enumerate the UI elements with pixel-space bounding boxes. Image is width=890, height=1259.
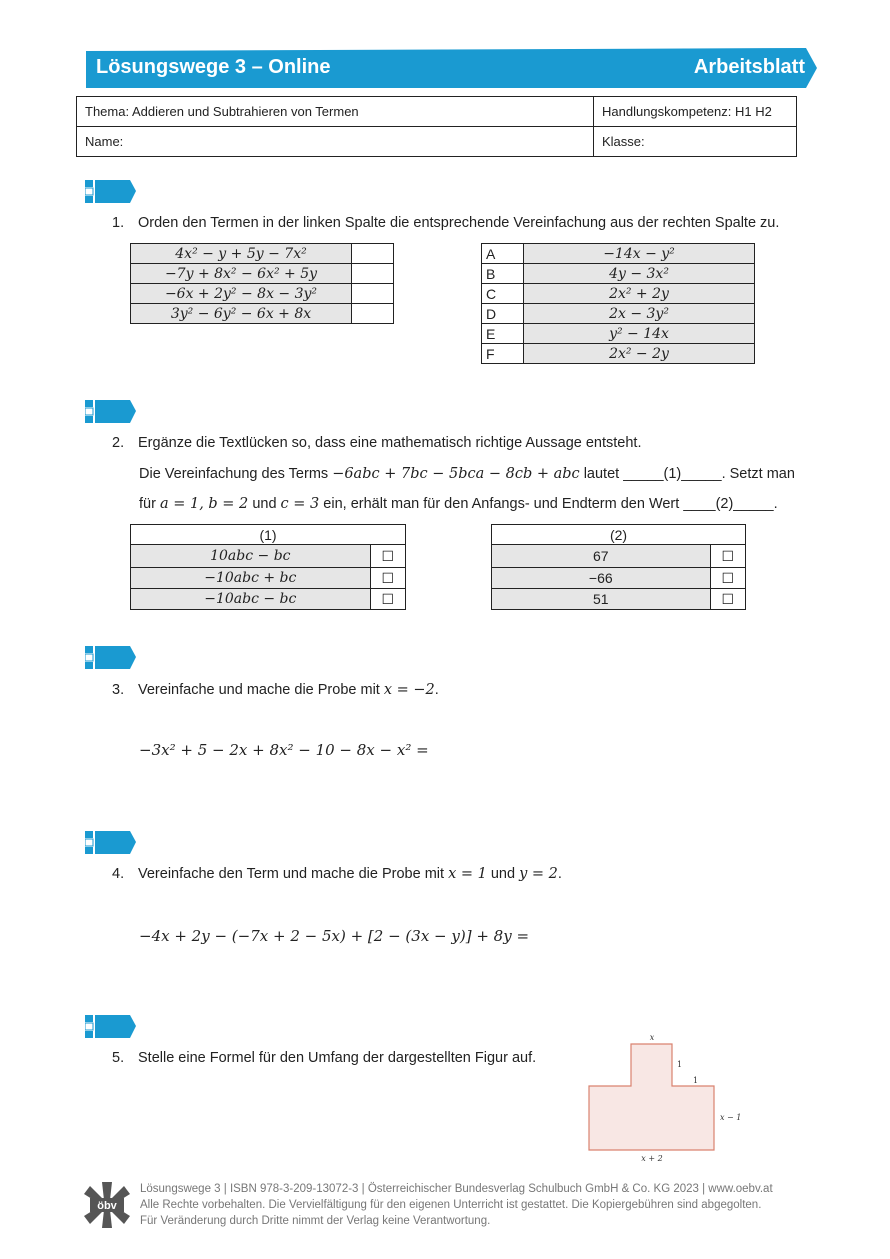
footer-line-2: Alle Rechte vorbehalten. Die Vervielfältigung für den eigenen Unterricht ist gestattet. Die Kopiergebühren sind abgegolten. bbox=[140, 1199, 762, 1211]
task-number: 3. bbox=[112, 682, 125, 698]
checkbox-icon[interactable]: ☐ bbox=[721, 591, 735, 608]
term-cell: 3y² − 6y² − 6x + 8x bbox=[131, 304, 352, 324]
task-icon bbox=[85, 180, 137, 203]
task-number: 5. bbox=[112, 1050, 125, 1066]
line2-pre: für bbox=[139, 496, 160, 512]
table-row bbox=[131, 568, 406, 589]
option-cell: 10abc − bc bbox=[131, 545, 371, 568]
task4-condition-x: x = 1 bbox=[448, 866, 487, 882]
checkbox-cell[interactable] bbox=[710, 568, 745, 589]
checkbox-cell[interactable] bbox=[370, 568, 405, 589]
task-icon bbox=[85, 646, 137, 669]
task-1-heading bbox=[112, 215, 779, 231]
task-3-heading bbox=[112, 682, 439, 698]
checkbox-cell[interactable] bbox=[370, 589, 405, 610]
table-row bbox=[492, 589, 746, 610]
letter-cell: C bbox=[482, 284, 524, 304]
task-4-heading bbox=[112, 866, 562, 882]
task-5-heading bbox=[112, 1050, 536, 1066]
term-cell: 2x² + 2y bbox=[524, 284, 755, 304]
task4-condition-y: y = 2 bbox=[519, 866, 558, 882]
task4-expression: −4x + 2y − (−7x + 2 − 5x) + [2 − (3x − y)] + 8y = bbox=[139, 927, 530, 945]
term-cell: −14x − y² bbox=[524, 244, 755, 264]
table-row bbox=[131, 525, 406, 545]
figure-shape bbox=[580, 1030, 750, 1170]
task3-end: . bbox=[434, 682, 439, 698]
task2-line2 bbox=[139, 496, 778, 512]
table-row bbox=[131, 304, 394, 324]
term-cell: 4y − 3x² bbox=[524, 264, 755, 284]
checkbox-cell[interactable] bbox=[370, 545, 405, 568]
term-cell: 2x² − 2y bbox=[524, 344, 755, 364]
table-row bbox=[482, 344, 755, 364]
task4-end: . bbox=[557, 866, 562, 882]
table-row bbox=[482, 324, 755, 344]
task-text: Ergänze die Textlücken so, dass eine mathematisch richtige Aussage entsteht. bbox=[138, 435, 642, 451]
checkbox-icon[interactable]: ☐ bbox=[381, 548, 395, 565]
option-cell: −10abc + bc bbox=[131, 568, 371, 589]
label-step-horizontal: 1 bbox=[693, 1076, 699, 1085]
term-cell: 2x − 3y² bbox=[524, 304, 755, 324]
table-row bbox=[482, 304, 755, 324]
term-cell: −7y + 8x² − 6x² + 5y bbox=[131, 264, 352, 284]
checkbox-icon[interactable]: ☐ bbox=[381, 591, 395, 608]
task-number: 1. bbox=[112, 215, 125, 231]
task-text: Stelle eine Formel für den Umfang der dargestellten Figur auf. bbox=[138, 1050, 537, 1066]
header-banner bbox=[86, 48, 817, 88]
table-row bbox=[131, 284, 394, 304]
letter-cell: D bbox=[482, 304, 524, 324]
meta-kompetenz: Handlungskompetenz: H1 H2 bbox=[594, 97, 797, 127]
header-type: Arbeitsblatt bbox=[693, 56, 805, 78]
letter-cell: F bbox=[482, 344, 524, 364]
table-row bbox=[131, 545, 406, 568]
task4-und: und bbox=[486, 866, 520, 882]
line1-term: −6abc + 7bc − 5bca − 8cb + abc bbox=[332, 466, 580, 482]
table-row bbox=[482, 284, 755, 304]
task-icon bbox=[85, 400, 137, 423]
task3-condition: x = −2 bbox=[383, 682, 435, 698]
column-head: (2) bbox=[492, 525, 746, 545]
option-cell: 51 bbox=[492, 589, 711, 610]
task-text: Vereinfache und mache die Probe mit bbox=[138, 682, 384, 698]
table-row bbox=[131, 244, 394, 264]
task1-left-table bbox=[130, 243, 394, 324]
answer-cell[interactable] bbox=[352, 244, 394, 264]
term-cell: 4x² − y + 5y − 7x² bbox=[131, 244, 352, 264]
task3-expression: −3x² + 5 − 2x + 8x² − 10 − 8x − x² = bbox=[139, 741, 429, 759]
checkbox-icon[interactable]: ☐ bbox=[381, 570, 395, 587]
option-cell: −10abc − bc bbox=[131, 589, 371, 610]
letter-cell: E bbox=[482, 324, 524, 344]
meta-name[interactable]: Name: bbox=[77, 127, 594, 157]
line2-und: und bbox=[248, 496, 281, 512]
table-row bbox=[482, 264, 755, 284]
line1-post: lautet _____(1)_____. Setzt man bbox=[579, 466, 795, 482]
line1-pre: Die Vereinfachung des Terms bbox=[139, 466, 333, 482]
meta-thema: Thema: Addieren und Subtrahieren von Termen bbox=[77, 97, 594, 127]
line2-c: c = 3 bbox=[280, 496, 320, 512]
checkbox-icon[interactable]: ☐ bbox=[721, 548, 735, 565]
letter-cell: B bbox=[482, 264, 524, 284]
answer-cell[interactable] bbox=[352, 264, 394, 284]
answer-cell[interactable] bbox=[352, 284, 394, 304]
term-cell: −6x + 2y² − 8x − 3y² bbox=[131, 284, 352, 304]
task2-table-2 bbox=[491, 524, 746, 610]
task-text: Vereinfache den Term und mache die Probe mit bbox=[138, 866, 449, 882]
label-bottom: x + 2 bbox=[641, 1154, 663, 1163]
figure-outline bbox=[589, 1044, 714, 1150]
table-row bbox=[492, 545, 746, 568]
table-row bbox=[492, 568, 746, 589]
task-2-heading bbox=[112, 435, 642, 451]
footer-line-3: Für Veränderung durch Dritte nimmt der Verlag keine Verantwortung. bbox=[140, 1215, 491, 1227]
table-row bbox=[131, 589, 406, 610]
task-text: Orden den Termen in der linken Spalte die entsprechende Vereinfachung aus der rechten Spalte zu. bbox=[138, 215, 780, 231]
line2-vals: a = 1, b = 2 bbox=[159, 496, 249, 512]
line2-post: ein, erhält man für den Anfangs- und Endterm den Wert ____(2)_____. bbox=[319, 496, 778, 512]
task2-line1 bbox=[139, 466, 795, 482]
table-row bbox=[131, 264, 394, 284]
task2-table-1 bbox=[130, 524, 406, 610]
checkbox-icon[interactable]: ☐ bbox=[721, 570, 735, 587]
term-cell: y² − 14x bbox=[524, 324, 755, 344]
task-number: 4. bbox=[112, 866, 125, 882]
footer-line-1: Lösungswege 3 | ISBN 978-3-209-13072-3 | Österreichischer Bundesverlag Schulbuch GmbH & Co. KG 2023 | www.oebv.at bbox=[140, 1183, 773, 1195]
table-row bbox=[482, 244, 755, 264]
meta-table bbox=[76, 96, 797, 157]
label-right: x − 1 bbox=[720, 1113, 742, 1122]
label-step-vertical: 1 bbox=[677, 1060, 683, 1069]
task-icon bbox=[85, 1015, 137, 1038]
letter-cell: A bbox=[482, 244, 524, 264]
oebv-logo bbox=[82, 1180, 132, 1230]
header-title: Lösungswege 3 – Online bbox=[96, 56, 331, 78]
column-head: (1) bbox=[131, 525, 406, 545]
task1-right-table bbox=[481, 243, 755, 364]
label-top: x bbox=[649, 1033, 655, 1042]
option-cell: 67 bbox=[492, 545, 711, 568]
task-icon bbox=[85, 831, 137, 854]
checkbox-cell[interactable] bbox=[710, 589, 745, 610]
checkbox-cell[interactable] bbox=[710, 545, 745, 568]
footer bbox=[140, 1181, 820, 1229]
option-cell: −66 bbox=[492, 568, 711, 589]
meta-klasse[interactable]: Klasse: bbox=[594, 127, 797, 157]
task-number: 2. bbox=[112, 435, 125, 451]
logo-text: öbv bbox=[97, 1200, 117, 1212]
answer-cell[interactable] bbox=[352, 304, 394, 324]
table-row bbox=[492, 525, 746, 545]
